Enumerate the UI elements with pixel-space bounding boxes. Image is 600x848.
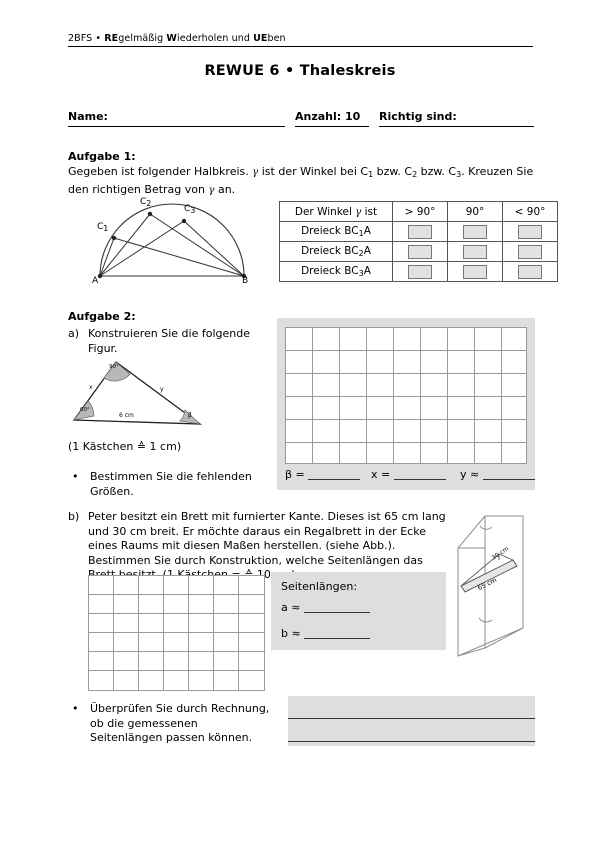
board-label-width: 30 cm — [490, 545, 511, 562]
grid-area-b[interactable] — [88, 575, 265, 691]
running-header-ue: UE — [253, 33, 268, 44]
task1-heading: Aufgabe 1: — [68, 150, 136, 163]
checkbox-bc3a-lt90[interactable] — [518, 265, 542, 279]
c1-subscript: 1 — [368, 170, 374, 179]
checkbox-cell[interactable] — [393, 242, 448, 262]
running-header-prefix: 2BFS • — [68, 33, 105, 44]
checkbox-cell[interactable] — [448, 262, 503, 282]
task2a-marker: a) — [68, 327, 80, 340]
richtig-label: Richtig sind: — [379, 110, 457, 123]
table-header-row — [280, 202, 558, 222]
triangle-angle-left: 60° — [80, 407, 90, 413]
calculation-line-2[interactable] — [288, 741, 535, 742]
bullet2-line3: Seitenlängen passen können. — [90, 731, 253, 744]
task1-text-line2b: an. — [217, 182, 236, 196]
task1-text — [68, 165, 538, 198]
bullet1-marker: • — [72, 470, 79, 483]
page-title: REWUE 6 • Thaleskreis — [204, 63, 396, 79]
triangle-angle-top: 90° — [109, 364, 119, 370]
answer-x[interactable] — [371, 468, 446, 481]
task1-bzw2: bzw. C — [417, 165, 457, 178]
answer-a[interactable] — [281, 601, 370, 614]
checkbox-cell[interactable] — [503, 222, 558, 242]
answer-y-label: y ≈ — [460, 468, 480, 481]
name-input-rule[interactable] — [68, 126, 285, 127]
task1-bzw1: bzw. C — [373, 165, 413, 178]
checkbox-cell[interactable] — [503, 242, 558, 262]
task2-heading: Aufgabe 2: — [68, 310, 136, 323]
answer-a-label: a ≈ — [281, 601, 301, 614]
table-header-gt90: > 90° — [393, 202, 448, 222]
task2a-line2: Figur. — [88, 341, 118, 355]
triangle-angle-right: β — [188, 412, 192, 419]
bullet1-text — [90, 470, 265, 499]
checkbox-bc2a-eq90[interactable] — [463, 245, 487, 259]
gamma-symbol-2: γ — [208, 184, 215, 196]
gamma-symbol: γ — [252, 167, 259, 178]
table-row — [280, 242, 558, 262]
checkbox-bc2a-gt90[interactable] — [408, 245, 432, 259]
checkbox-bc2a-lt90[interactable] — [518, 245, 542, 259]
answer-beta-rule[interactable] — [308, 469, 360, 480]
answer-a-rule[interactable] — [304, 602, 370, 613]
row-label-bc3a: Dreieck $BC_3A$ — [280, 262, 393, 282]
seitenlaengen-title: Seitenlängen: — [281, 580, 358, 593]
name-row — [68, 110, 534, 130]
figure-label-c2: $C_2$ — [140, 197, 152, 208]
task2b-line4: Bestimmen Sie durch Konstruktion, welche Seitenlängen das — [88, 553, 423, 567]
answer-y-rule[interactable] — [483, 469, 535, 480]
row-label-bc2a: Dreieck $BC_2A$ — [280, 242, 393, 262]
running-header-w: W — [166, 33, 178, 44]
calculation-line-1[interactable] — [288, 718, 535, 719]
running-header-gel: gelmäßig — [118, 33, 167, 44]
task1-text-line2a: den richtigen Betrag von — [68, 182, 205, 196]
checkbox-bc1a-gt90[interactable] — [408, 225, 432, 239]
table-row — [280, 222, 558, 242]
answer-beta[interactable] — [285, 468, 360, 481]
triangle-side-base: 6 cm — [119, 412, 134, 419]
running-header — [68, 33, 533, 47]
checkbox-cell[interactable] — [448, 222, 503, 242]
answer-b[interactable] — [281, 627, 370, 640]
checkbox-cell[interactable] — [393, 222, 448, 242]
grid-area-a[interactable] — [285, 327, 527, 464]
anzahl-rule — [295, 126, 369, 127]
calculation-answer-panel[interactable] — [288, 696, 535, 746]
task2a-line1: Konstruieren Sie die folgende — [88, 327, 250, 340]
answer-y[interactable] — [460, 468, 535, 481]
table-header-eq90: 90° — [448, 202, 503, 222]
answer-x-rule[interactable] — [394, 469, 446, 480]
richtig-input-rule[interactable] — [379, 126, 534, 127]
task1-text-line1c: . Kreuzen Sie — [461, 165, 534, 178]
bullet2-line1: Überprüfen Sie durch — [90, 702, 208, 715]
figure-label-c1: $C_1$ — [97, 222, 109, 233]
scale-note-a: (1 Kästchen ≙ 1 cm) — [68, 440, 182, 453]
checkbox-bc3a-gt90[interactable] — [408, 265, 432, 279]
table-row — [280, 262, 558, 282]
board-label-length: 65 cm — [476, 575, 498, 593]
figure-label-c3: $C_3$ — [184, 204, 196, 215]
anzahl-label: Anzahl: 10 — [295, 110, 361, 123]
c2-subscript: 2 — [412, 170, 418, 179]
name-label: Name: — [68, 110, 108, 123]
checkbox-bc1a-eq90[interactable] — [463, 225, 487, 239]
figure-label-b: B — [242, 276, 249, 286]
answer-b-rule[interactable] — [304, 628, 370, 639]
seitenlaengen-box — [271, 572, 446, 650]
checkbox-bc3a-eq90[interactable] — [463, 265, 487, 279]
bullet2-line2: Rechnung, ob die gemessenen — [90, 702, 270, 730]
checkbox-cell[interactable] — [503, 262, 558, 282]
bullet1-line1: Bestimmen Sie die fehlenden — [90, 470, 252, 483]
triangle-figure — [64, 352, 219, 434]
running-header-re: RE — [104, 33, 119, 44]
task2b-line2: lang und 30 cm breit. Er möchte daraus ein Regalbrett in der — [88, 510, 446, 538]
running-header-ben: ben — [267, 33, 286, 44]
bullet2-text — [90, 702, 270, 746]
task2b-line1: Peter besitzt ein Brett mit furnierter Kante. Dieses ist 65 cm — [88, 510, 419, 523]
triangle-side-y: y — [160, 386, 164, 393]
answer-b-label: b ≈ — [281, 627, 301, 640]
thales-semicircle-figure — [72, 196, 272, 295]
gamma-symbol-3: γ — [355, 206, 362, 218]
running-header-ied: iederholen und — [177, 33, 254, 44]
checkbox-cell[interactable] — [448, 242, 503, 262]
task1-text-line1b: ist der Winkel bei C — [261, 165, 369, 178]
task2b-line3: Ecke eines Raums mit diesen Maßen herstellen. (siehe Abb.). — [88, 524, 426, 552]
triangle-side-x: x — [89, 384, 93, 391]
bullet1-line2: Größen. — [90, 484, 134, 498]
angle-answer-table — [279, 201, 558, 282]
figure-label-a: A — [92, 276, 99, 286]
task2b-marker: b) — [68, 510, 80, 523]
task1-text-line1: Gegeben ist folgender Halbkreis. — [68, 165, 249, 178]
c3-subscript: 3 — [456, 170, 462, 179]
bullet2-marker: • — [72, 702, 79, 715]
answer-beta-label: β = — [285, 468, 305, 481]
row-label-bc1a: Dreieck $BC_1A$ — [280, 222, 393, 242]
checkbox-bc1a-lt90[interactable] — [518, 225, 542, 239]
answer-x-label: x = — [371, 468, 391, 481]
checkbox-cell[interactable] — [393, 262, 448, 282]
board-corner-sketch — [455, 508, 537, 664]
table-header-lt90: < 90° — [503, 202, 558, 222]
construction-panel-a — [277, 318, 535, 490]
table-header-label: Der Winkel γ ist — [280, 202, 393, 222]
